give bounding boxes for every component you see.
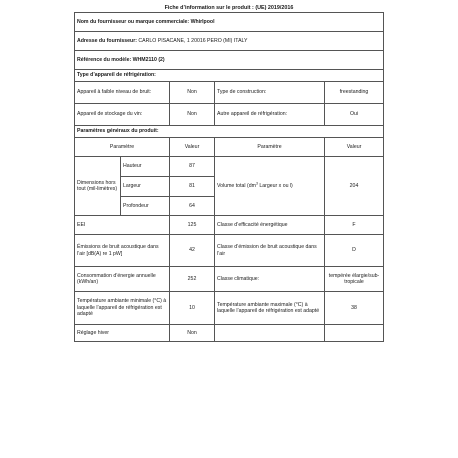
supplier-cell <box>75 13 384 32</box>
model-row <box>75 51 384 70</box>
eei-value: 125 <box>170 216 215 235</box>
low-noise-value: Non <box>170 82 215 104</box>
climate-value: tempérée élargie/sub-tropicale <box>325 267 384 292</box>
height-label: Hauteur <box>121 157 170 177</box>
winter-value: Non <box>170 325 215 342</box>
max-temp-value: 38 <box>325 292 384 325</box>
noise-label: Émissions de bruit acoustique dans l’air [dB(A) re 1 pW] <box>75 235 170 267</box>
model-value: WHM2110 (2) <box>132 56 165 63</box>
address-value: CARLO PISACANE, 1 20016 PERO (MI) ITALY <box>138 37 248 44</box>
dimensions-label: Dimensions hors tout (mil-limètres) <box>75 157 121 216</box>
address-cell <box>75 32 384 51</box>
eei-row <box>75 216 384 235</box>
winter-empty-cell <box>215 325 325 342</box>
noise-row <box>75 235 384 267</box>
supplier-label: Nom du fournisseur ou marque commerciale: <box>77 18 190 25</box>
noise-value: 42 <box>170 235 215 267</box>
col-param2-header: Paramètre <box>215 138 325 157</box>
general-header: Paramètres généraux du produit: <box>75 126 384 138</box>
appliance-type-header: Type d’appareil de réfrigération: <box>75 70 384 82</box>
min-temp-label: Température ambiante minimale (°C) à laquelle l’appareil de réfrigération est adapté <box>75 292 170 325</box>
product-info-table <box>74 12 384 342</box>
climate-label: Classe climatique: <box>215 267 325 292</box>
eei-label: EEI <box>75 216 170 235</box>
winter-row <box>75 325 384 342</box>
other-value: Oui <box>325 104 384 126</box>
construction-value: freestanding <box>325 82 384 104</box>
temperature-row <box>75 292 384 325</box>
page-title: Fiche d’information sur le produit : (UE) 2019/2016 <box>164 5 294 11</box>
width-label: Largeur <box>121 177 170 197</box>
supplier-value: Whirlpool <box>190 18 215 25</box>
general-header-row <box>75 126 384 138</box>
model-label: Référence du modèle: <box>77 56 132 63</box>
address-label: Adresse du fournisseur: <box>77 37 137 44</box>
energy-class-label: Classe d’efficacité énergétique <box>215 216 325 235</box>
low-noise-label: Appareil à faible niveau de bruit: <box>75 82 170 104</box>
col-value2-header: Valeur <box>325 138 384 157</box>
address-row <box>75 32 384 51</box>
low-noise-row <box>75 82 384 104</box>
wine-label: Appareil de stockage du vin: <box>75 104 170 126</box>
supplier-row <box>75 13 384 32</box>
wine-value: Non <box>170 104 215 126</box>
consumption-value: 252 <box>170 267 215 292</box>
other-label: Autre appareil de réfrigération: <box>215 104 325 126</box>
volume-label-post: Largeur x ou l) <box>257 182 293 189</box>
height-row <box>75 157 384 177</box>
volume-label <box>215 157 325 216</box>
column-header-row <box>75 138 384 157</box>
col-param-header: Paramètre <box>75 138 170 157</box>
noise-class-value: D <box>325 235 384 267</box>
consumption-label: Consommation d’énergie annuelle (kWh/an) <box>75 267 170 292</box>
col-value-header: Valeur <box>170 138 215 157</box>
model-cell <box>75 51 384 70</box>
wine-row <box>75 104 384 126</box>
depth-value: 64 <box>170 197 215 216</box>
width-value: 81 <box>170 177 215 197</box>
energy-class-value: F <box>325 216 384 235</box>
depth-label: Profondeur <box>121 197 170 216</box>
winter-label: Réglage hiver <box>75 325 170 342</box>
winter-empty-value <box>325 325 384 342</box>
construction-label: Type de construction: <box>215 82 325 104</box>
volume-label-pre: Volume total (dm <box>217 182 256 189</box>
max-temp-label: Température ambiante maximale (°C) à laquelle l’appareil de réfrigération est adapté <box>215 292 325 325</box>
appliance-type-row <box>75 70 384 82</box>
noise-class-label: Classe d’émission de bruit acoustique dans l’air <box>215 235 325 267</box>
consumption-row <box>75 267 384 292</box>
height-value: 87 <box>170 157 215 177</box>
min-temp-value: 10 <box>170 292 215 325</box>
volume-value: 204 <box>325 157 384 216</box>
volume-label-sup: 3 <box>255 181 258 186</box>
